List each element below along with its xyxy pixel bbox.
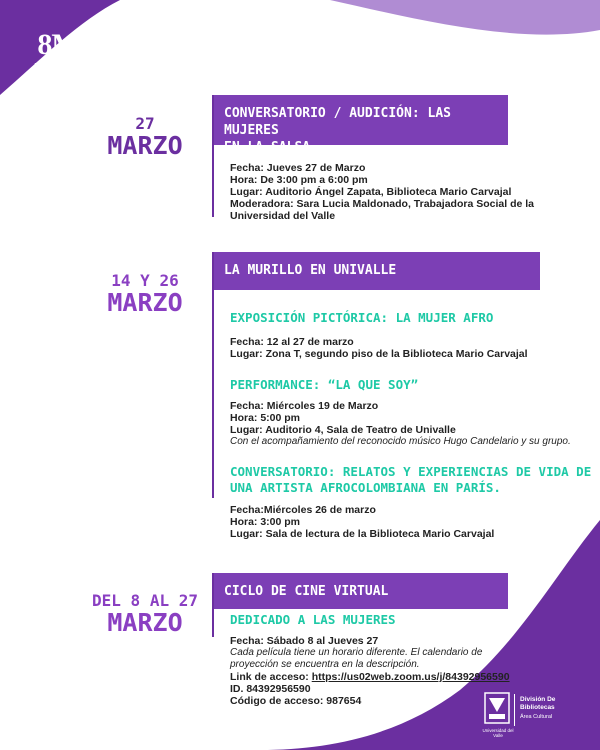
logo-separator <box>514 694 515 726</box>
event-1-title-band <box>214 95 508 155</box>
logo-8m <box>28 30 88 80</box>
event-2-sub-2-line: Lugar: Auditorio 4, Sala de Teatro de Univalle <box>230 424 456 436</box>
event-2-sub-2-note: Con el acompañamiento del reconocido músico Hugo Candelario y su grupo. <box>230 436 571 447</box>
event-1-line: Lugar: Auditorio Ángel Zapata, Biblioteca Mario Carvajal <box>230 186 512 198</box>
univalle-logo <box>482 692 584 738</box>
logo-subtitle: Mes de la Mujer <box>36 74 80 80</box>
event-2-sub-1-line: Lugar: Zona T, segundo piso de la Biblioteca Mario Carvajal <box>230 348 528 360</box>
zoom-link[interactable]: https://us02web.zoom.us/j/84392956590 <box>311 671 510 683</box>
event-3-date-line: Fecha: Sábado 8 al Jueves 27 <box>230 635 379 647</box>
event-2-sub-3-title-line-1: CONVERSATORIO: RELATOS Y EXPERIENCIAS DE VIDA DE <box>230 464 592 479</box>
event-2-sub-2-line: Hora: 5:00 pm <box>230 412 301 424</box>
event-1-title-line-1: CONVERSATORIO / AUDICIÓN: LAS MUJERES <box>224 106 451 138</box>
event-3-date <box>74 592 216 636</box>
event-2-date <box>90 272 200 316</box>
event-2-sub-3-line: Fecha:Miércoles 26 de marzo <box>230 504 376 516</box>
event-1-line: Universidad del Valle <box>230 210 336 222</box>
event-3-link-line <box>230 671 530 683</box>
event-3-id-line: ID. 84392956590 <box>230 683 311 695</box>
event-1-date-day: 27 <box>135 114 155 133</box>
event-1-line: Fecha: Jueves 27 de Marzo <box>230 162 366 174</box>
univalle-shield-icon <box>484 692 510 728</box>
event-2-sub-2-info <box>230 400 580 448</box>
event-3-title: CICLO DE CINE VIRTUAL <box>224 584 389 599</box>
event-3-title-band <box>214 573 508 609</box>
event-2-date-day: 14 Y 26 <box>111 271 179 290</box>
footer-line-2: Bibliotecas <box>520 704 555 711</box>
event-2-title-band <box>214 252 540 290</box>
event-3-date-range: DEL 8 AL 27 <box>92 591 198 610</box>
event-2-date-month: MARZO <box>107 288 183 317</box>
event-2-sub-3-title-line-2: UNA ARTISTA AFROCOLOMBIANA EN PARÍS. <box>230 480 501 495</box>
footer-division <box>520 696 555 712</box>
logo-word: MARZO <box>34 61 82 73</box>
event-2-sub-3-line: Hora: 3:00 pm <box>230 516 301 528</box>
event-1-info <box>230 162 560 222</box>
event-2-sub-2-line: Fecha: Miércoles 19 de Marzo <box>230 400 379 412</box>
event-2-sub-1-info <box>230 336 570 360</box>
event-3-sub-title: DEDICADO A LAS MUJERES <box>230 612 396 627</box>
event-2-sub-2-title: PERFORMANCE: “LA QUE SOY” <box>230 377 419 392</box>
event-2-sub-3-line: Lugar: Sala de lectura de la Biblioteca Mario Carvajal <box>230 528 495 540</box>
event-3-date-month: MARZO <box>107 608 183 637</box>
event-1-line: Moderadora: Sara Lucia Maldonado, Trabajadora Social de la <box>230 198 534 210</box>
footer-caption: Universidad del Valle <box>482 728 514 738</box>
footer-line-3: Área Cultural <box>520 714 553 720</box>
event-1-date-month: MARZO <box>107 131 183 160</box>
event-1-line: Hora: De 3:00 pm a 6:00 pm <box>230 174 368 186</box>
event-3-note: Cada película tiene un horario diferente. El calendario de <box>230 647 483 658</box>
event-3-link-label: Link de acceso: <box>230 671 312 683</box>
logo-big-text: 8M <box>37 28 79 61</box>
event-2-sub-1-title: EXPOSICIÓN PICTÓRICA: LA MUJER AFRO <box>230 310 494 325</box>
event-3-note: proyección se encuentra en la descripción. <box>230 659 420 670</box>
event-2-sub-3-title <box>230 464 591 496</box>
event-3-code-line: Código de acceso: 987654 <box>230 695 362 707</box>
event-2-title: LA MURILLO EN UNIVALLE <box>224 263 397 278</box>
event-1-title-line-2: EN LA SALSA. <box>224 140 318 155</box>
event-2-sub-1-line: Fecha: 12 al 27 de marzo <box>230 336 354 348</box>
event-1-date <box>90 115 200 159</box>
event-2-sub-3-info <box>230 504 570 540</box>
footer-line-1: División De <box>520 696 556 703</box>
